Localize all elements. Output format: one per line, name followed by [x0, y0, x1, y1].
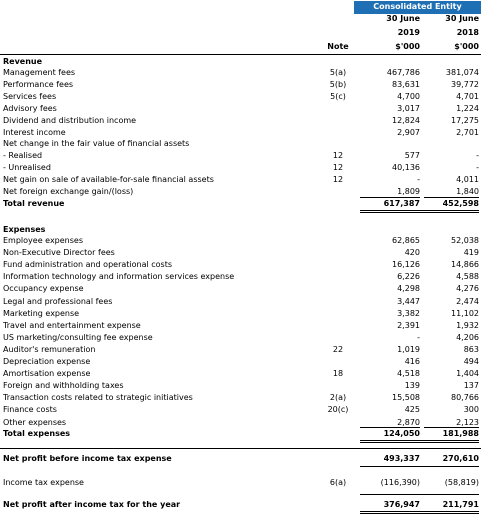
revenue-line-row — [0, 127, 481, 139]
expense-line-row — [0, 320, 481, 332]
col-2018-unit: $'000 — [454, 42, 479, 51]
expense-line-label: Auditor's remuneration — [3, 344, 96, 354]
revenue-line-row — [0, 162, 481, 174]
revenue-line-value-2019: - — [417, 175, 420, 185]
revenue-line-value-2018: 39,772 — [451, 79, 479, 89]
revenue-line-note: 5(a) — [329, 68, 347, 77]
expense-line-value-2018: 2,123 — [456, 417, 479, 427]
expense-line-value-2019: 4,518 — [397, 369, 420, 379]
revenue-line-label: Dividend and distribution income — [3, 115, 137, 125]
expense-line-row — [0, 235, 481, 247]
revenue-line-value-2018: 4,701 — [456, 91, 479, 101]
total-expenses-row — [0, 428, 481, 440]
expense-line-value-2019: 3,382 — [397, 308, 420, 318]
total-revenue-2019: 617,387 — [383, 199, 420, 208]
expense-line-row — [0, 404, 481, 416]
revenue-line-value-2019: 1,809 — [397, 187, 420, 196]
income-tax-row — [0, 477, 481, 489]
expense-line-value-2018: 419 — [463, 248, 479, 258]
revenue-line-row — [0, 91, 481, 103]
expense-line-value-2019: 416 — [404, 357, 420, 366]
revenue-line-value-2019: 40,136 — [392, 163, 420, 173]
expense-line-value-2018: 11,102 — [451, 308, 479, 318]
total-revenue-label: Total revenue — [3, 199, 65, 208]
entity-label: Consolidated Entity — [373, 2, 462, 11]
expense-line-value-2019: 4,298 — [397, 284, 420, 294]
expense-line-value-2019: 3,447 — [397, 296, 420, 306]
revenue-line-note: 12 — [332, 175, 344, 185]
col-2019-unit: $'000 — [395, 42, 420, 51]
revenue-line-value-2018: 381,074 — [445, 68, 479, 77]
total-expenses-2018: 181,988 — [442, 429, 479, 438]
col-2018-date: 30 June — [445, 14, 479, 23]
expense-line-value-2018: 300 — [463, 405, 479, 415]
expense-line-row — [0, 283, 481, 295]
revenue-line-note: 12 — [332, 163, 344, 173]
expense-line-note: 18 — [332, 369, 344, 379]
col-2019-year: 2019 — [397, 28, 420, 37]
income-tax-label: Income tax expense — [3, 478, 84, 487]
revenue-line-value-2018: 1,840 — [456, 187, 479, 196]
total-expenses-double-line — [360, 440, 479, 443]
expense-line-value-2018: 494 — [463, 357, 479, 366]
revenue-line-label: - Realised — [3, 151, 43, 161]
expense-line-value-2019: 1,019 — [397, 344, 420, 354]
profit-before-tax-2019: 493,337 — [383, 454, 420, 463]
expense-line-note: 20(c) — [327, 405, 349, 415]
expense-line-note: 2(a) — [329, 393, 347, 403]
total-revenue-2018: 452,598 — [442, 199, 479, 208]
revenue-line-row — [0, 103, 481, 115]
revenue-line-value-2019: 577 — [404, 151, 420, 161]
profit-after-tax-row — [0, 499, 481, 511]
revenue-line-value-2018: - — [476, 163, 479, 173]
revenue-line-value-2018: 1,224 — [456, 103, 479, 113]
expense-line-row — [0, 247, 481, 259]
header-underline — [0, 54, 481, 55]
profit-after-tax-2018: 211,791 — [442, 500, 479, 509]
expense-line-label: US marketing/consulting fee expense — [3, 332, 153, 342]
revenue-line-label: Net gain on sale of available-for-sale financial assets — [3, 175, 214, 185]
revenue-line-row — [0, 174, 481, 186]
profit-after-tax-2019: 376,947 — [383, 500, 420, 509]
expense-line-value-2018: 1,404 — [456, 369, 479, 379]
profit-before-tax-row — [0, 453, 481, 465]
revenue-line-label: Net change in the fair value of financial assets — [3, 139, 190, 149]
expense-line-row — [0, 344, 481, 356]
revenue-line-value-2019: 3,017 — [397, 103, 420, 113]
expense-line-row — [0, 271, 481, 283]
expense-line-value-2018: 137 — [463, 381, 479, 391]
pbt-bottom-line — [360, 466, 479, 467]
total-revenue-row — [0, 198, 481, 210]
expense-line-label: Depreciation expense — [3, 357, 91, 366]
expense-line-row — [0, 392, 481, 404]
income-tax-2018: (58,819) — [444, 478, 479, 487]
expense-line-value-2018: 4,206 — [456, 332, 479, 342]
revenue-line-row — [0, 67, 481, 79]
revenue-line-value-2019: 12,824 — [392, 115, 420, 125]
profit-before-tax-label: Net profit before income tax expense — [3, 454, 172, 463]
expense-line-note: 22 — [332, 344, 344, 354]
expense-line-value-2019: - — [417, 332, 420, 342]
expense-line-value-2019: 62,865 — [392, 236, 420, 245]
expense-line-value-2019: 6,226 — [397, 272, 420, 282]
revenue-line-value-2018: - — [476, 151, 479, 161]
revenue-line-value-2018: 17,275 — [451, 115, 479, 125]
expense-line-value-2018: 4,276 — [456, 284, 479, 294]
expense-line-label: Other expenses — [3, 417, 67, 427]
expense-line-value-2018: 2,474 — [456, 296, 479, 306]
expense-line-row — [0, 332, 481, 344]
revenue-line-value-2019: 83,631 — [392, 79, 420, 89]
note-label: Note — [327, 42, 349, 51]
pbt-top-line — [0, 448, 481, 449]
revenue-line-row — [0, 79, 481, 91]
expense-line-value-2019: 420 — [404, 248, 420, 258]
expense-line-value-2018: 4,588 — [456, 272, 479, 282]
expense-line-label: Amortisation expense — [3, 369, 91, 379]
revenue-line-value-2018: 4,011 — [456, 175, 479, 185]
expense-line-label: Fund administration and operational costs — [3, 260, 173, 270]
revenue-line-label: Performance fees — [3, 79, 74, 89]
expense-line-value-2019: 15,508 — [392, 393, 420, 403]
expense-line-row — [0, 308, 481, 320]
expense-line-value-2018: 1,932 — [456, 320, 479, 330]
income-tax-bottom-line — [360, 494, 479, 495]
col-2019-date: 30 June — [386, 14, 420, 23]
expense-line-label: Employee expenses — [3, 236, 84, 245]
expense-line-label: Finance costs — [3, 405, 57, 415]
expense-line-label: Foreign and withholding taxes — [3, 381, 124, 391]
revenue-line-row — [0, 115, 481, 127]
revenue-line-label: Management fees — [3, 68, 76, 77]
revenue-heading-label: Revenue — [3, 57, 43, 66]
revenue-line-label: Services fees — [3, 91, 57, 101]
income-tax-2019: (116,390) — [380, 478, 420, 487]
expense-line-label: Non-Executive Director fees — [3, 248, 115, 258]
revenue-line-value-2019: 467,786 — [386, 68, 420, 77]
revenue-line-note: 5(b) — [329, 79, 347, 89]
expense-line-label: Occupancy expense — [3, 284, 84, 294]
revenue-line-label: - Unrealised — [3, 163, 51, 173]
income-tax-note: 6(a) — [329, 478, 347, 487]
expense-line-value-2018: 52,038 — [451, 236, 479, 245]
expense-line-value-2019: 139 — [404, 381, 420, 391]
expense-line-value-2018: 863 — [463, 344, 479, 354]
expense-line-value-2018: 80,766 — [451, 393, 479, 403]
total-expenses-2019: 124,050 — [383, 429, 420, 438]
expense-line-row — [0, 356, 481, 368]
revenue-line-row — [0, 138, 481, 150]
revenue-line-value-2019: 4,700 — [397, 91, 420, 101]
expense-line-label: Marketing expense — [3, 308, 80, 318]
col-2018-year: 2018 — [456, 28, 479, 37]
expense-line-value-2019: 16,126 — [392, 260, 420, 270]
total-revenue-double-line — [360, 210, 479, 213]
expense-line-row — [0, 296, 481, 308]
profit-before-tax-2018: 270,610 — [442, 454, 479, 463]
revenue-line-label: Interest income — [3, 127, 66, 137]
expense-line-row — [0, 368, 481, 380]
expenses-heading-label: Expenses — [3, 225, 46, 234]
expense-line-row — [0, 259, 481, 271]
total-expenses-label: Total expenses — [3, 429, 71, 438]
expense-line-label: Transaction costs related to strategic initiatives — [3, 393, 193, 403]
profit-after-tax-double-line — [360, 511, 479, 514]
revenue-line-value-2018: 2,701 — [456, 127, 479, 137]
expense-line-value-2019: 2,391 — [397, 320, 420, 330]
revenue-line-value-2019: 2,907 — [397, 127, 420, 137]
expense-line-label: Legal and professional fees — [3, 296, 113, 306]
revenue-line-label: Advisory fees — [3, 103, 57, 113]
revenue-line-note: 12 — [332, 151, 344, 161]
expense-line-value-2018: 14,866 — [451, 260, 479, 270]
revenue-line-row — [0, 150, 481, 162]
profit-after-tax-label: Net profit after income tax for the year — [3, 500, 181, 509]
expense-line-label: Information technology and information services expense — [3, 272, 235, 282]
expense-line-value-2019: 2,870 — [397, 417, 420, 427]
revenue-line-label: Net foreign exchange gain/(loss) — [3, 187, 134, 196]
expense-line-value-2019: 425 — [404, 405, 420, 415]
expense-line-row — [0, 380, 481, 392]
revenue-line-note: 5(c) — [330, 91, 346, 101]
expense-line-label: Travel and entertainment expense — [3, 320, 141, 330]
